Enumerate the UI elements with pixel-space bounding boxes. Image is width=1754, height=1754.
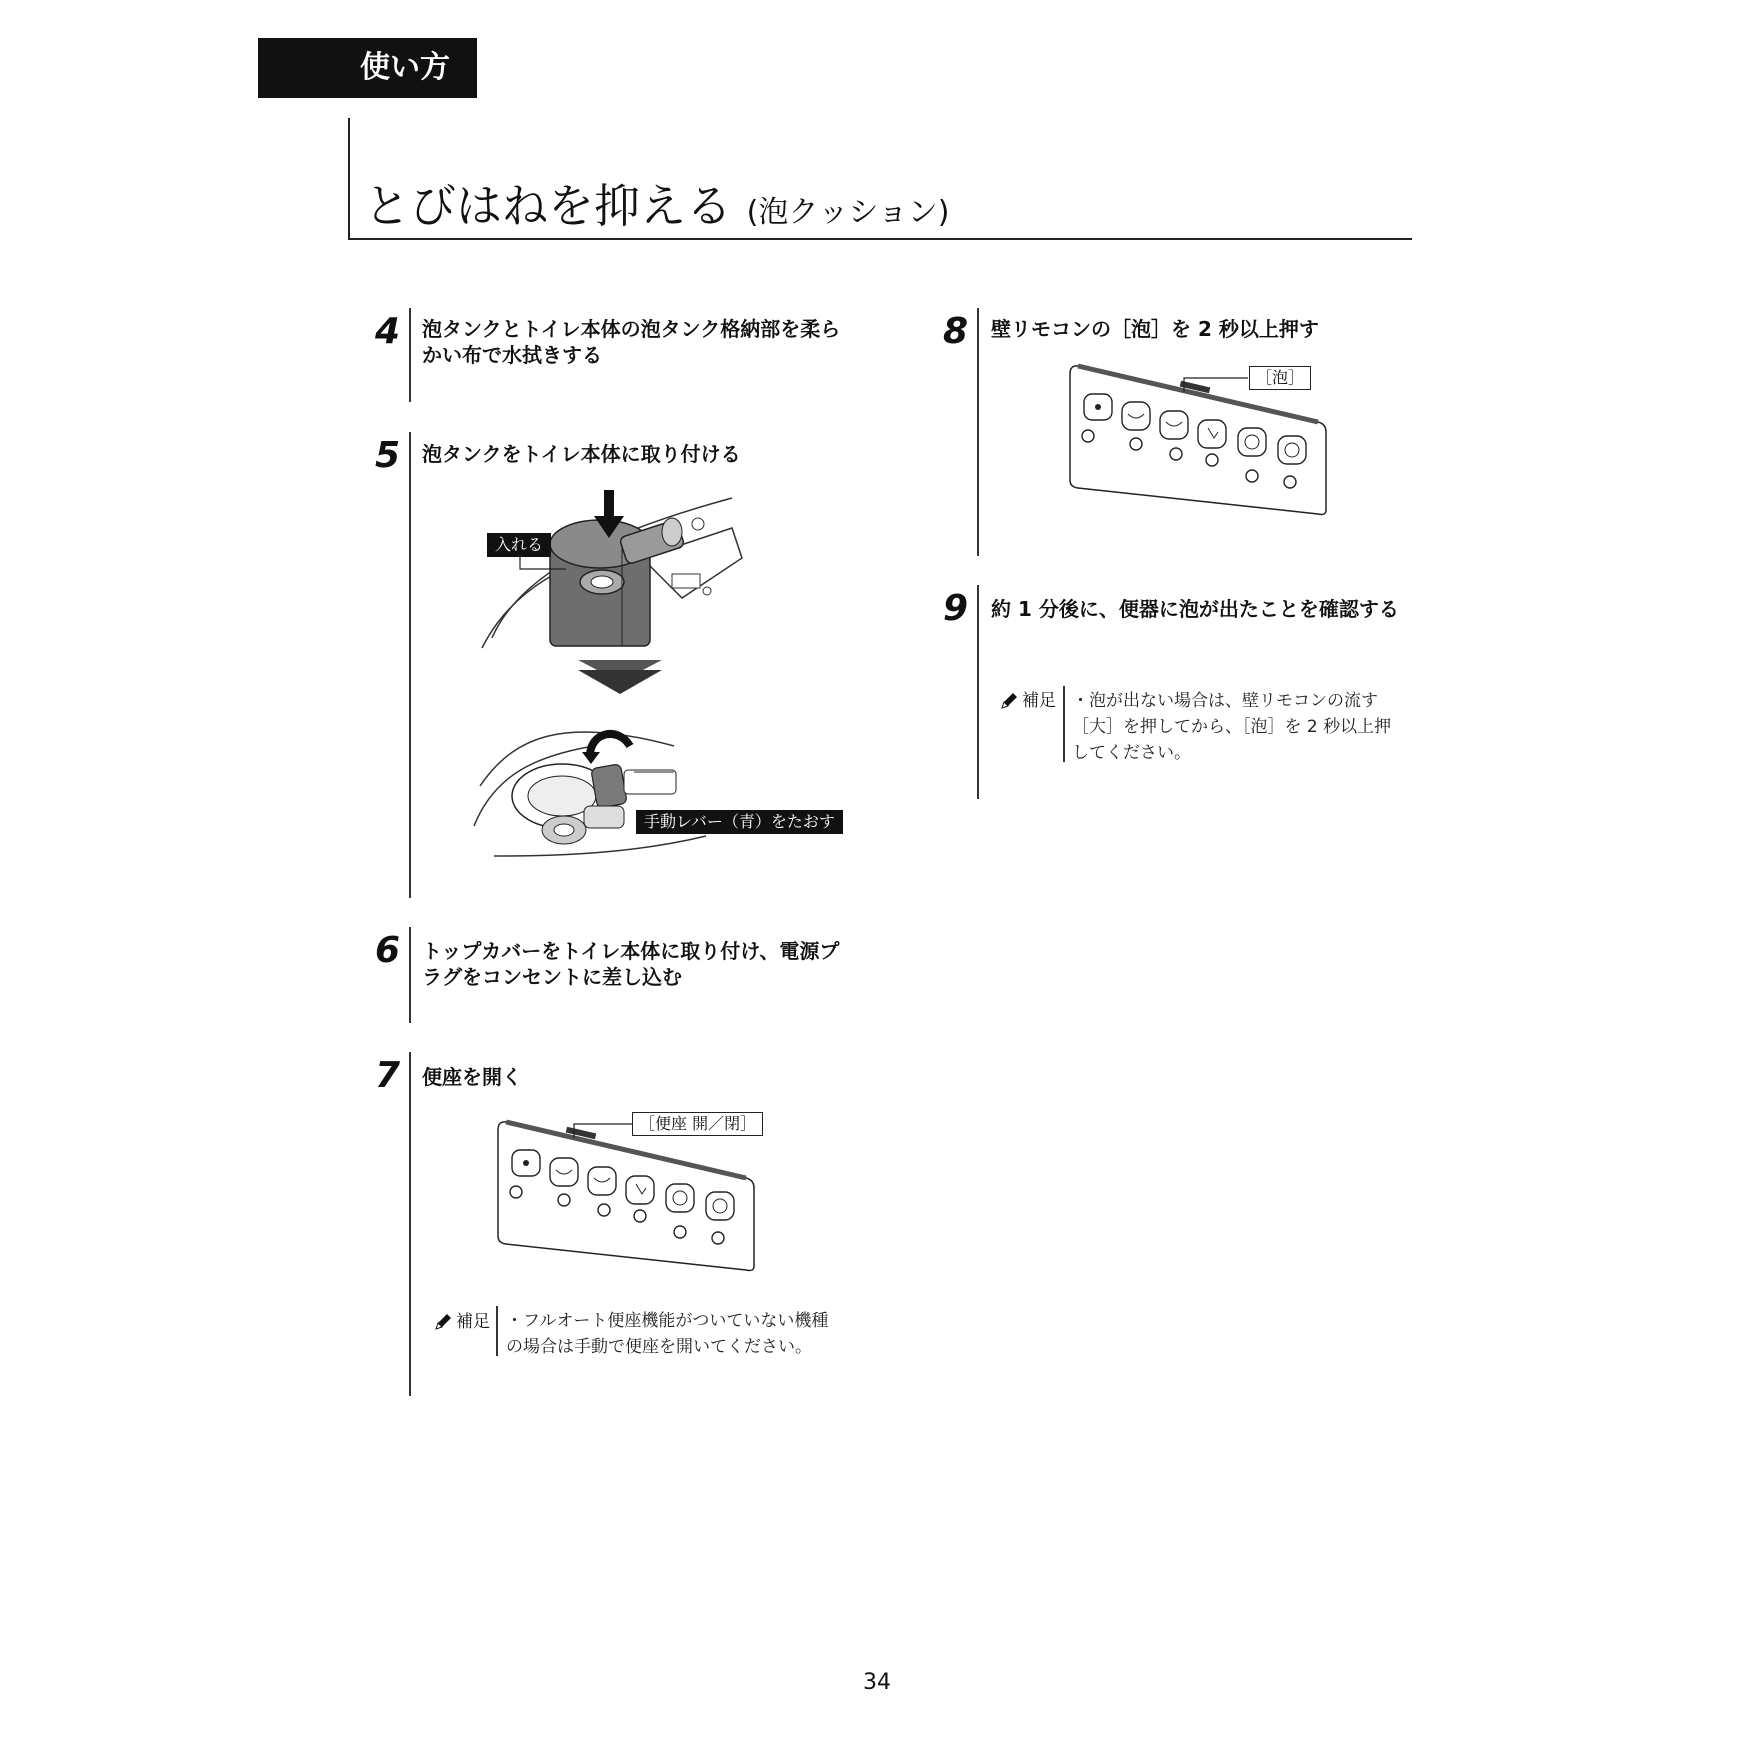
pencil-icon [434, 1313, 452, 1331]
step-text-4: 泡タンクとトイレ本体の泡タンク格納部を柔らかい布で水拭きする [422, 317, 841, 367]
step-number-6: 6 [374, 930, 400, 971]
pencil-icon [1000, 692, 1018, 710]
note-bar-step7 [496, 1306, 498, 1356]
callout-seat-leader [570, 1120, 634, 1142]
note-label-step9: 補足 [1022, 691, 1056, 711]
callout-foam-leader [1180, 374, 1250, 396]
note-bar-step9 [1063, 686, 1065, 762]
page-number: 34 [863, 1670, 891, 1695]
wall-remote-illustration-step7 [496, 1120, 756, 1274]
step-number-9: 9 [942, 588, 968, 629]
callout-lever: 手動レバー（青）をたおす [636, 810, 843, 834]
step-bar-4 [409, 308, 411, 402]
rotate-arrow-icon [582, 722, 636, 762]
step-number-8: 8 [942, 311, 968, 352]
step-bar-9 [977, 585, 979, 799]
callout-foam-button: ［泡］ [1249, 366, 1311, 390]
callout-insert: 入れる [487, 533, 551, 557]
step-text-9: 約 1 分後に、便器に泡が出たことを確認する [991, 597, 1399, 621]
page-title [364, 178, 949, 241]
step-bar-8 [977, 308, 979, 556]
step-number-5: 5 [374, 435, 400, 476]
note-text-step7: ・フルオート便座機能がついていない機種の場合は手動で便座を開いてください。 [506, 1311, 829, 1357]
step-text-7: 便座を開く [422, 1065, 522, 1089]
callout-insert-leader [510, 553, 570, 577]
chevron-down-icon [578, 660, 662, 694]
title-sub: (泡クッション) [746, 195, 950, 230]
step-bar-7 [409, 1052, 411, 1396]
title-rule-vertical [348, 118, 350, 240]
step-text-5: 泡タンクをトイレ本体に取り付ける [422, 442, 741, 466]
title-main: とびはねを抑える [364, 179, 732, 233]
step-text-6: トップカバーをトイレ本体に取り付け、電源プラグをコンセントに差し込む [422, 939, 840, 989]
down-arrow-icon [594, 490, 624, 540]
section-tab: 使い方 [258, 38, 477, 98]
step-bar-5 [409, 432, 411, 898]
step-number-4: 4 [374, 311, 400, 352]
step-bar-6 [409, 927, 411, 1023]
callout-seat-button: ［便座 開／閉］ [632, 1112, 763, 1136]
note-text-step9: ・泡が出ない場合は、壁リモコンの流す［大］を押してから、［泡］を 2 秒以上押してください。 [1072, 691, 1392, 763]
step-number-7: 7 [374, 1055, 400, 1096]
step-text-8: 壁リモコンの［泡］を 2 秒以上押す [991, 317, 1319, 341]
note-label-step7: 補足 [456, 1312, 490, 1332]
